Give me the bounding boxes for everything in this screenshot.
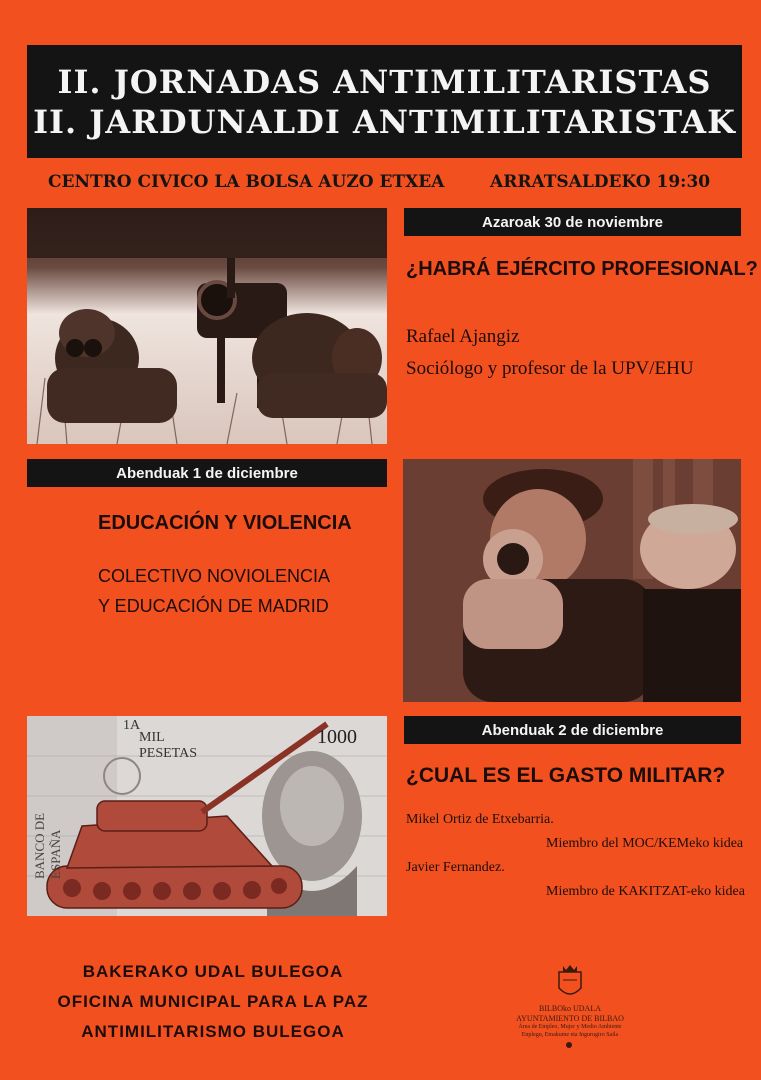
soldiers-photo (27, 208, 387, 444)
banknote-currency-2: PESETAS (139, 746, 198, 761)
logo-line4: Enplegu, Emakume eta Ingurugiro Saila (521, 1032, 619, 1038)
session1-speaker-name: Rafael Ajangiz (406, 326, 520, 347)
footer-line1: BAKERAKO UDAL BULEGOA (82, 962, 344, 981)
event-title-spanish: II. JORNADAS ANTIMILITARISTAS (57, 62, 712, 101)
logo-dot (566, 1042, 572, 1048)
start-time: ARRATSALDEKO 19:30 (490, 172, 711, 192)
session1-date: Azaroak 30 de noviembre (404, 208, 741, 236)
session3-speaker2-role: Miembro de KAKITZAT-eko kidea (546, 884, 745, 899)
session3-speaker2-name: Javier Fernandez. (406, 860, 505, 875)
logo-line2: AYUNTAMIENTO DE BILBAO (516, 1014, 624, 1023)
banknote-tank-image (27, 716, 387, 916)
session3-date: Abenduak 2 de diciembre (404, 716, 741, 744)
venue-name: CENTRO CIVICO LA BOLSA AUZO ETXEA (48, 172, 445, 192)
footer-line2: OFICINA MUNICIPAL PARA LA PAZ (57, 992, 369, 1011)
session2-date: Abenduak 1 de diciembre (27, 459, 387, 487)
session2-org-line1: COLECTIVO NOVIOLENCIA (98, 566, 331, 586)
event-title-basque: II. JARDUNALDI ANTIMILITARISTAK (33, 102, 736, 141)
session3-speaker1-role: Miembro del MOC/KEMeko kidea (546, 836, 744, 851)
logo-line3: Área de Empleo, Mujer y Medio Ambiente (518, 1024, 622, 1030)
session3-title: ¿CUAL ES EL GASTO MILITAR? (406, 764, 726, 787)
banknote-currency-1: MIL (139, 730, 165, 745)
banknote-value: 1000 (317, 726, 357, 748)
footer-line3: ANTIMILITARISMO BULEGOA (81, 1022, 345, 1041)
session1-speaker-role: Sociólogo y profesor de la UPV/EHU (406, 358, 694, 379)
session2-org-line2: Y EDUCACIÓN DE MADRID (98, 596, 329, 616)
bilbao-coat-of-arms-icon (555, 964, 585, 1002)
session3-speaker1-name: Mikel Ortiz de Etxebarria. (406, 812, 554, 827)
session1-title: ¿HABRÁ EJÉRCITO PROFESIONAL? (406, 258, 758, 280)
event-title-banner (27, 45, 742, 158)
banknote-bank: BANCO DE ESPAÑA (32, 812, 63, 879)
banknote-series: 1A (123, 718, 141, 733)
session2-title: EDUCACIÓN Y VIOLENCIA (98, 512, 352, 534)
children-gun-photo (403, 459, 741, 702)
logo-line1: BILBOko UDALA (539, 1004, 601, 1013)
